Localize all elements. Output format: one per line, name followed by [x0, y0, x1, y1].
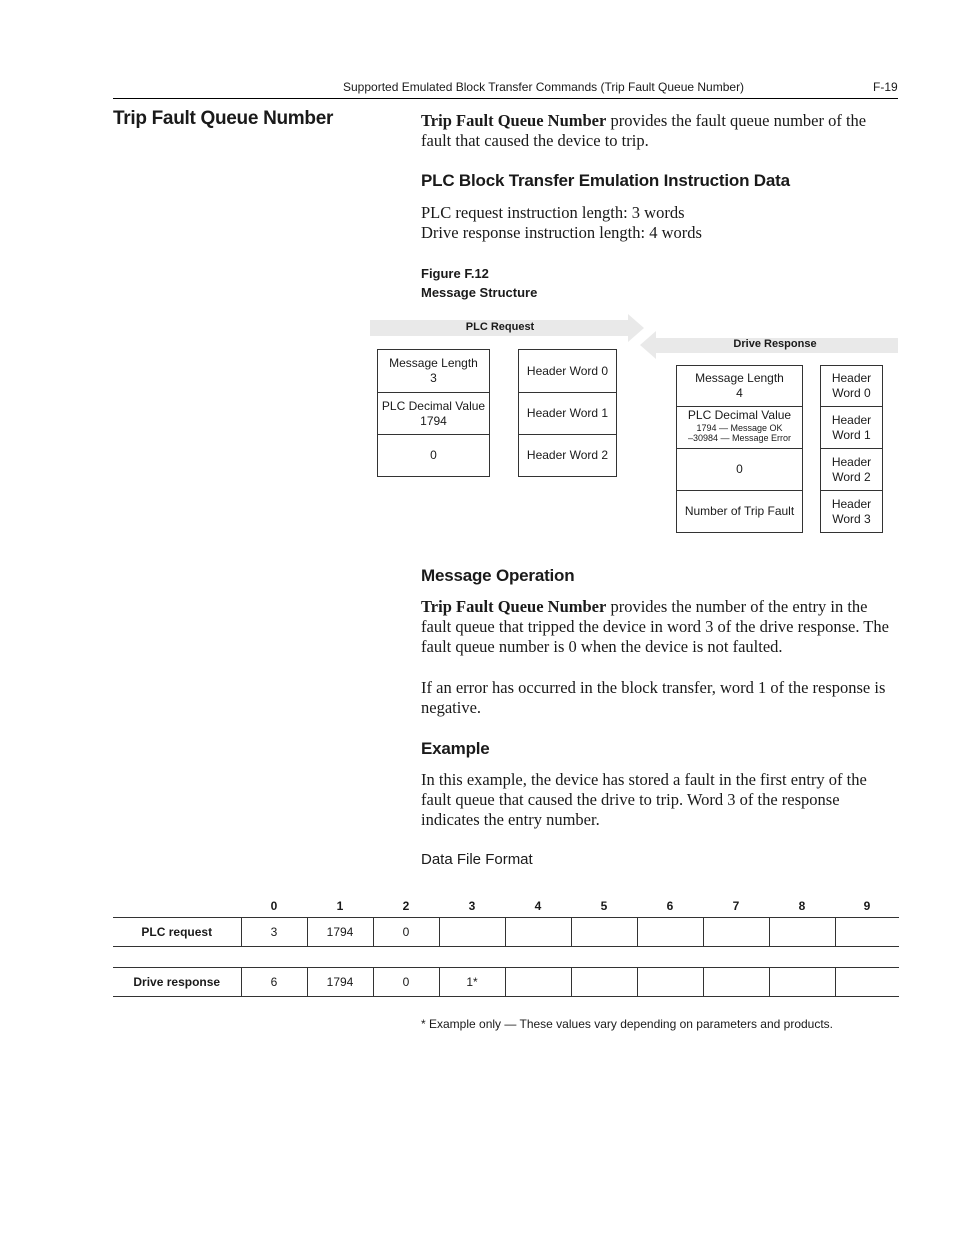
table-footnote: * Example only — These values vary depending on parameters and products. — [421, 1017, 834, 1031]
drive-response-header-2: Header Word 2 — [821, 449, 882, 491]
header-rule — [113, 98, 898, 99]
table-cell — [835, 968, 899, 997]
table-cell — [769, 968, 835, 997]
drive-response-header-1: Header Word 1 — [821, 407, 882, 449]
page-number: F-19 — [873, 80, 898, 94]
table-cell — [835, 918, 899, 947]
message-operation-paragraph-2: If an error has occurred in the block transfer, word 1 of the response is negative. — [421, 678, 886, 717]
table-corner — [113, 895, 241, 918]
drive-response-header-3: Header Word 3 — [831, 496, 872, 526]
table-row-plc-request — [113, 918, 899, 947]
column-header: 6 — [666, 899, 674, 913]
plc-section-lines — [421, 203, 899, 243]
plc-section-heading: PLC Block Transfer Emulation Instruction Data — [421, 171, 790, 190]
table-cell — [637, 918, 703, 947]
column-header: 2 — [402, 899, 410, 913]
plc-request-word-0: Message Length 3 — [378, 350, 489, 393]
drive-response-header-0: Header Word 0 — [821, 366, 882, 407]
table-cell: 0 — [373, 918, 439, 947]
message-operation-heading: Message Operation — [421, 566, 575, 585]
message-operation-bold-term: Trip Fault Queue Number — [421, 597, 607, 616]
column-header: 1 — [336, 899, 344, 913]
drive-response-headers-box — [820, 365, 883, 533]
table-header-row — [113, 895, 899, 918]
intro-bold-term: Trip Fault Queue Number — [421, 111, 607, 130]
message-operation-paragraph-1 — [421, 597, 899, 657]
drive-response-word-2: 0 — [677, 449, 802, 491]
figure-label: Figure F.12 — [421, 266, 489, 281]
plc-request-word-2: 0 — [430, 448, 437, 462]
section-title: Trip Fault Queue Number — [113, 108, 334, 129]
table-cell — [439, 918, 505, 947]
row-label: PLC request — [113, 918, 241, 947]
column-header: 0 — [270, 899, 278, 913]
plc-request-word-1: PLC Decimal Value 1794 — [378, 393, 489, 435]
running-header: Supported Emulated Block Transfer Commands (Trip Fault Queue Number) — [343, 80, 745, 94]
drive-response-word-0: Message Length 4 — [677, 366, 802, 407]
example-paragraph: In this example, the device has stored a fault in the first entry of the fault queue that caused the drive to trip. Word 3 of the response indicates the entry number. — [421, 770, 867, 829]
column-header: 7 — [732, 899, 740, 913]
row-label: Drive response — [113, 968, 241, 997]
table-cell — [505, 918, 571, 947]
figure-caption — [421, 264, 537, 302]
table-cell — [571, 918, 637, 947]
plc-request-header-0: Header Word 0 — [519, 350, 616, 393]
table-spacer-row — [113, 947, 899, 968]
table-cell: 6 — [241, 968, 307, 997]
column-header: 8 — [798, 899, 806, 913]
data-file-format-label: Data File Format — [421, 851, 533, 868]
column-header: 4 — [534, 899, 542, 913]
column-header: 3 — [468, 899, 476, 913]
column-header: 9 — [863, 899, 871, 913]
column-header: 5 — [600, 899, 608, 913]
table-cell — [505, 968, 571, 997]
plc-request-header-1: Header Word 1 — [519, 393, 616, 435]
intro-paragraph — [421, 111, 899, 151]
drive-response-words-box — [676, 365, 803, 533]
drive-response-length-line: Drive response instruction length: 4 words — [421, 223, 702, 242]
table-cell: 3 — [241, 918, 307, 947]
plc-request-headers-box — [518, 349, 617, 477]
message-operation-text: provides the number of the entry in the fault queue that tripped the device in word 3 of the drive response. The fault queue number is 0 when the device is not faulted. — [421, 597, 889, 656]
plc-request-label: PLC Request — [465, 321, 535, 333]
table-cell: 1794 — [307, 918, 373, 947]
example-heading: Example — [421, 739, 490, 758]
table-cell: 0 — [373, 968, 439, 997]
plc-request-header-2: Header Word 2 — [526, 448, 609, 462]
data-file-table — [113, 895, 899, 997]
table-row-drive-response — [113, 968, 899, 997]
table-cell — [703, 918, 769, 947]
table-cell — [637, 968, 703, 997]
table-cell — [703, 968, 769, 997]
table-cell — [571, 968, 637, 997]
plc-request-length-line: PLC request instruction length: 3 words — [421, 203, 685, 222]
figure-title: Message Structure — [421, 285, 538, 300]
intro-text: provides the fault queue number of the fault that caused the device to trip. — [421, 111, 867, 150]
table-cell — [769, 918, 835, 947]
drive-response-word-1: PLC Decimal Value 1794 — Message OK –30984 — Message Error — [677, 407, 802, 449]
drive-response-word-3: Number of Trip Fault — [684, 504, 795, 518]
table-cell: 1* — [439, 968, 505, 997]
plc-request-words-box — [377, 349, 490, 477]
drive-response-label: Drive Response — [733, 338, 817, 350]
table-cell: 1794 — [307, 968, 373, 997]
